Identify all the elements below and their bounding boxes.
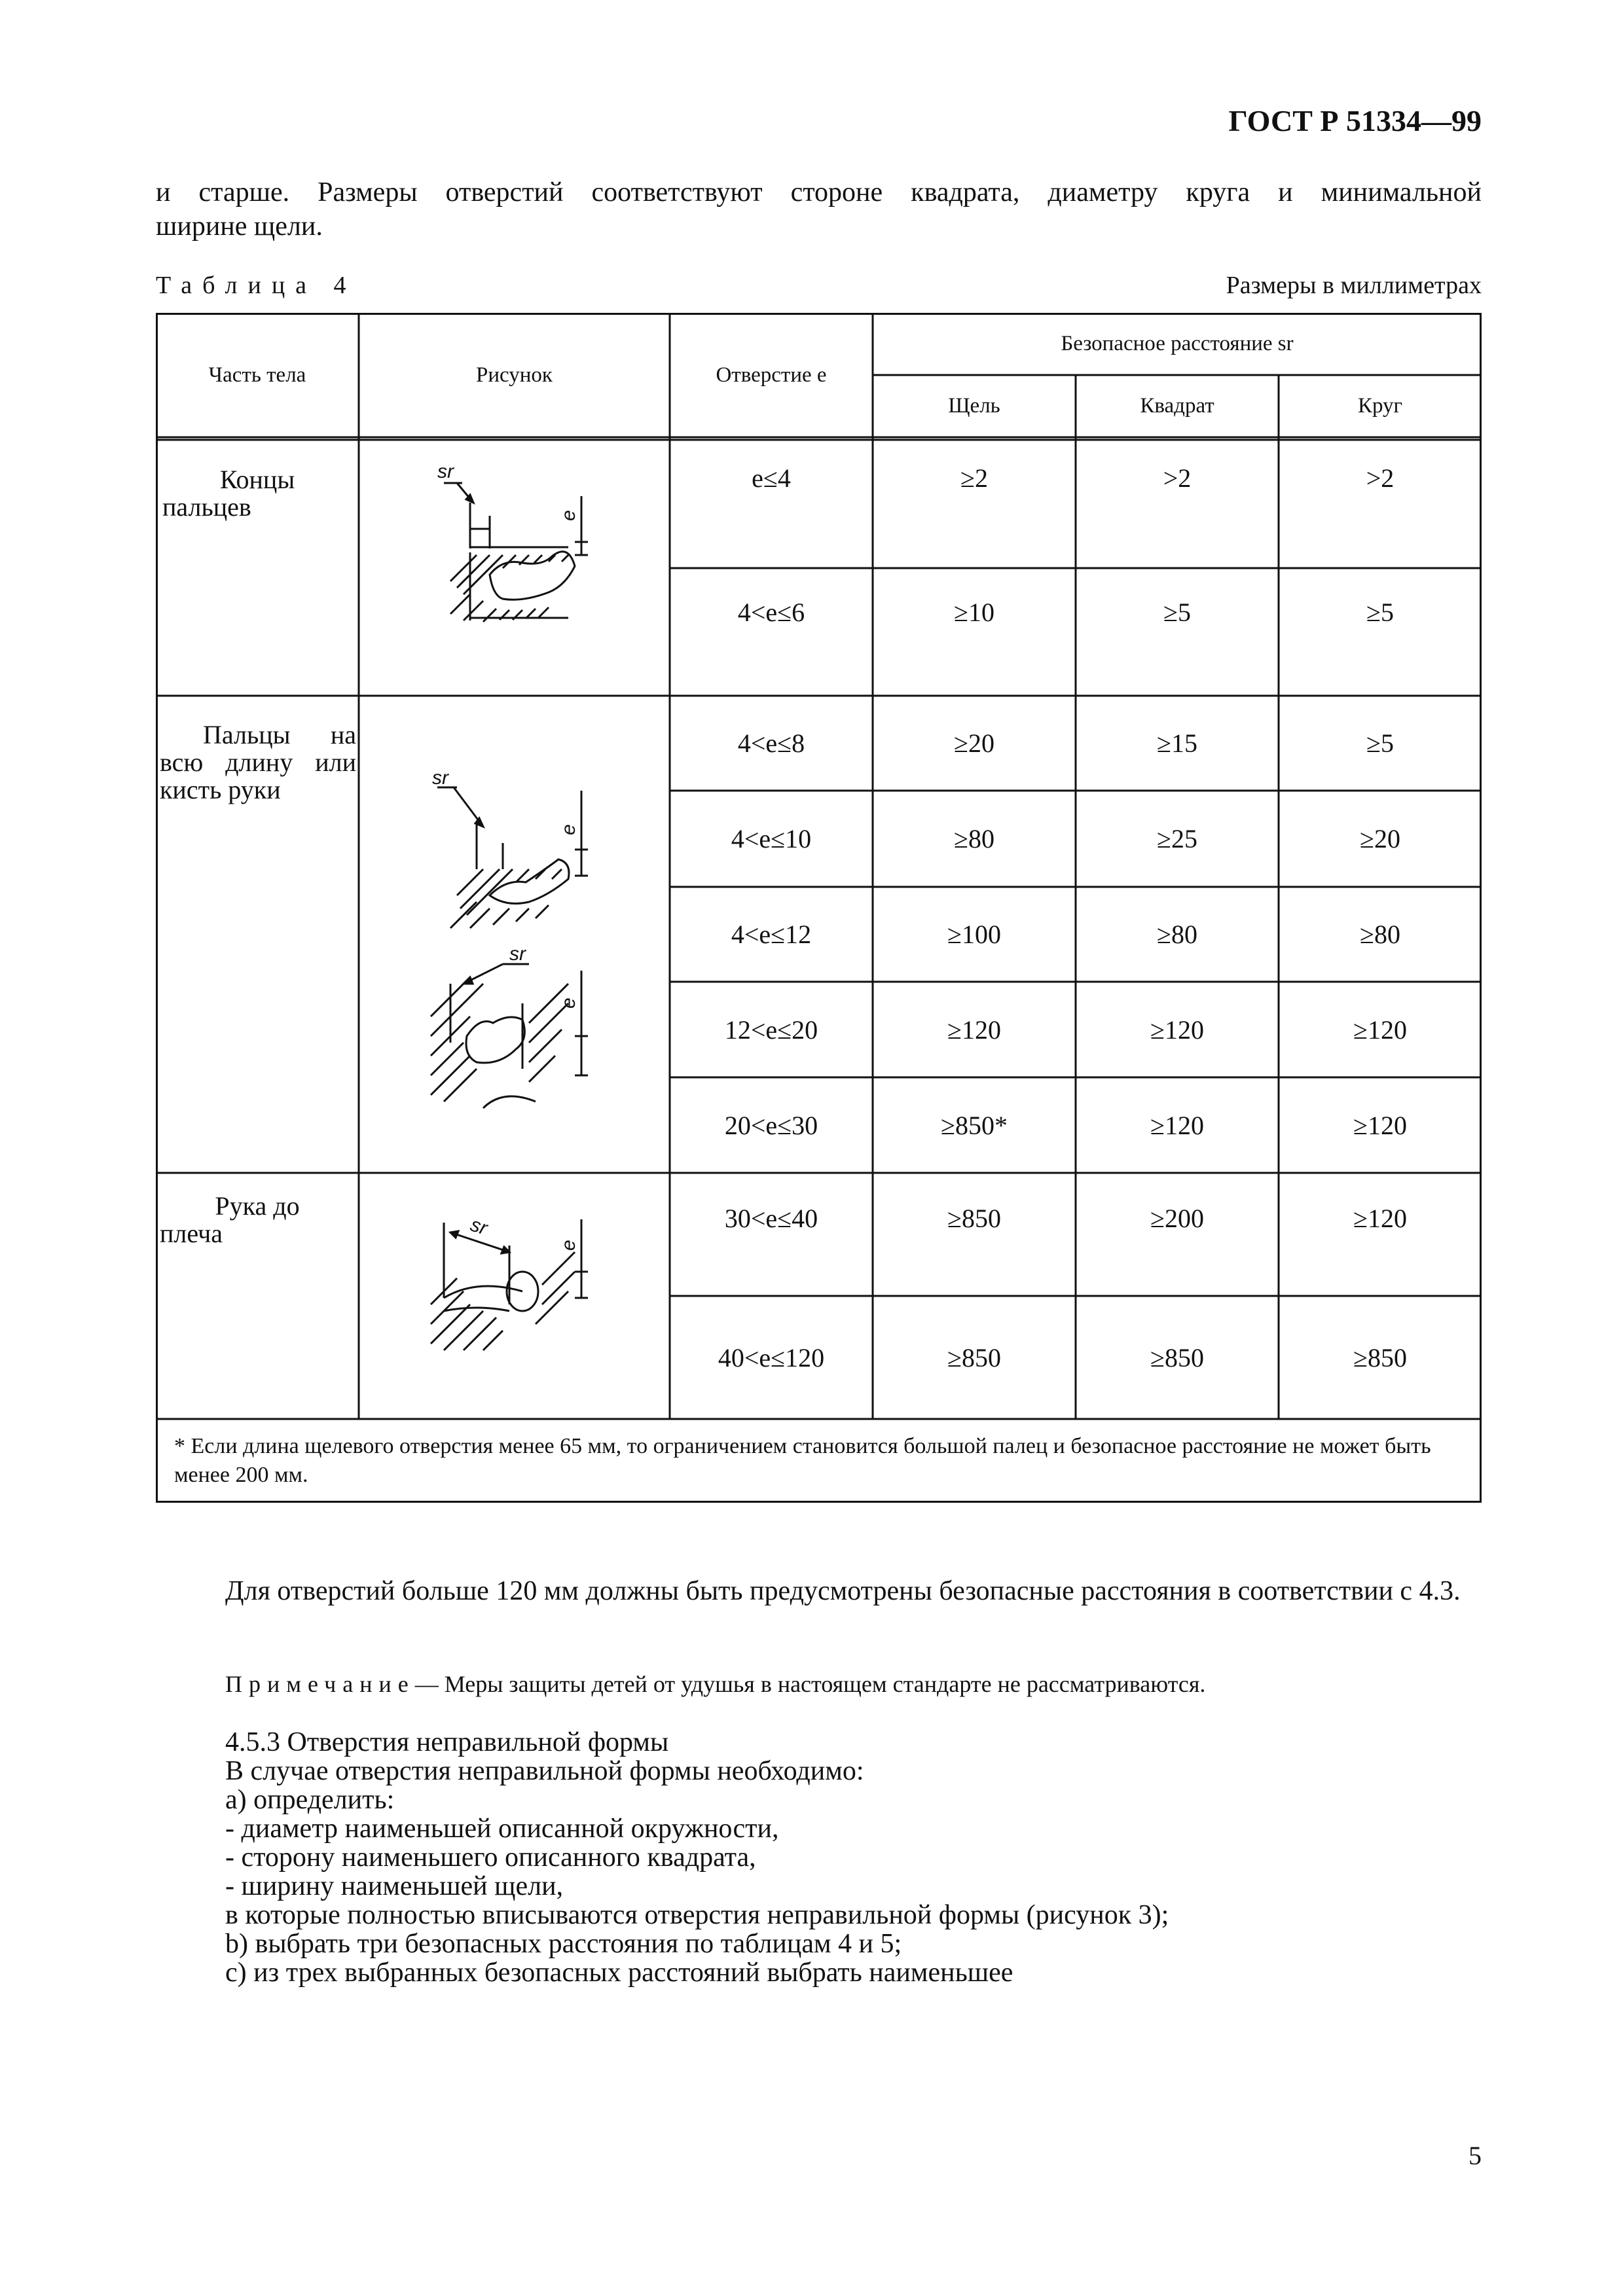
section-line: - ширину наименьшей щели, (225, 1871, 564, 1901)
circle-distance-cell: ≥850 (1353, 1342, 1407, 1372)
square-distance-cell: ≥80 (1157, 920, 1197, 949)
note-label: Примечание (225, 1671, 415, 1697)
section-line: - диаметр наименьшей описанной окружности, (225, 1814, 779, 1844)
slot-distance-cell: ≥80 (954, 824, 994, 853)
square-distance-cell: ≥120 (1150, 1110, 1204, 1140)
hand-figure (418, 944, 614, 1128)
circle-distance-cell: ≥20 (1360, 824, 1400, 853)
slot-distance-cell: ≥100 (947, 920, 1001, 949)
opening-cell: 12<e≤20 (724, 1014, 818, 1045)
table-units: Размеры в миллиметрах (1226, 272, 1482, 299)
header-safe-distance: Безопасное расстояние sr (1061, 332, 1294, 355)
circle-distance-cell: ≥5 (1366, 728, 1394, 758)
header-slot: Щель (948, 394, 1000, 418)
section-line: b) выбрать три безопасных расстояния по таблицам 4 и 5; (225, 1929, 902, 1959)
intro-paragraph (156, 175, 1482, 243)
opening-cell: 4<e≤10 (731, 824, 812, 853)
section-line: - сторону наименьшего описанного квадрата, (225, 1842, 756, 1873)
header-figure: Рисунок (476, 363, 553, 387)
paragraph-large-openings: Для отверстий больше 120 мм должны быть предусмотрены безопасные расстояния в соответствии с 4.3. (225, 1576, 1461, 1606)
fingertip-figure (418, 463, 614, 640)
document-code: ГОСТ Р 51334—99 (1228, 104, 1482, 137)
slot-distance-cell: ≥2 (960, 463, 988, 493)
body-part-line: кисть руки (160, 775, 281, 804)
opening-cell: e≤4 (752, 463, 791, 493)
slot-distance-cell: ≥850* (941, 1110, 1008, 1140)
section-line: c) из трех выбранных безопасных расстояний выбрать наименьшее (225, 1958, 1013, 1988)
arm-figure (418, 1206, 614, 1383)
body-part-line: Рука до (215, 1191, 300, 1221)
body-part-arm (156, 1193, 359, 1247)
header-opening: Отверстие e (716, 363, 827, 387)
figure-label-e: e (558, 997, 579, 1009)
circle-distance-cell: ≥120 (1353, 1110, 1407, 1140)
section-line: в которые полностью вписываются отверстия неправильной формы (рисунок 3); (225, 1900, 1169, 1930)
section-4-5-3 (225, 1728, 1169, 1987)
body-part-fingers-hand (156, 721, 359, 804)
square-distance-cell: ≥120 (1150, 1014, 1204, 1045)
opening-cell: 40<e≤120 (718, 1342, 825, 1372)
opening-cell: 20<e≤30 (724, 1110, 818, 1140)
figure-label-sr: sr (467, 1213, 490, 1240)
opening-cell: 4<e≤6 (737, 598, 805, 627)
square-distance-cell: ≥15 (1157, 728, 1197, 758)
body-part-line: Пальцы на (203, 720, 356, 749)
figure-label-e: e (558, 1240, 579, 1251)
header-circle: Круг (1357, 394, 1403, 418)
note-text: — Меры защиты детей от удушья в настоящем стандарте не рассматриваются. (414, 1671, 1206, 1697)
figure-label-sr: sr (432, 771, 448, 789)
body-part-line: Концы (219, 465, 295, 494)
body-part-fingertips (156, 466, 359, 521)
fingers-figure (418, 771, 614, 935)
section-line: а) определить: (225, 1785, 395, 1815)
square-distance-cell: ≥850 (1150, 1342, 1204, 1372)
header-square: Квадрат (1140, 394, 1214, 418)
opening-cell: 4<e≤12 (731, 920, 812, 949)
slot-distance-cell: ≥20 (954, 728, 994, 758)
body-part-line: плеча (160, 1219, 223, 1248)
section-line: В случае отверстия неправильной формы необходимо: (225, 1756, 864, 1786)
circle-distance-cell: >2 (1366, 463, 1395, 493)
page-number: 5 (1468, 2141, 1482, 2170)
circle-distance-cell: ≥120 (1353, 1203, 1407, 1233)
square-distance-cell: ≥200 (1150, 1203, 1204, 1233)
circle-distance-cell: ≥5 (1366, 598, 1394, 627)
square-distance-cell: ≥25 (1157, 824, 1197, 853)
circle-distance-cell: ≥120 (1353, 1014, 1407, 1045)
header-body-part: Часть тела (208, 363, 306, 387)
circle-distance-cell: ≥80 (1360, 920, 1400, 949)
square-distance-cell: ≥5 (1163, 598, 1191, 627)
intro-line-2: ширине щели. (156, 211, 323, 242)
slot-distance-cell: ≥10 (954, 598, 994, 627)
square-distance-cell: >2 (1163, 463, 1192, 493)
slot-distance-cell: ≥850 (947, 1342, 1001, 1372)
safety-distance-table (156, 313, 1482, 1503)
figure-label-sr: sr (437, 463, 454, 482)
section-title: 4.5.3 Отверстия неправильной формы (225, 1727, 669, 1757)
body-part-line: пальцев (162, 492, 251, 522)
table-footnote: * Если длина щелевого отверстия менее 65 мм, то ограничением становится большой палец и безопасное расстояние не может быть менее 200 мм. (174, 1434, 1431, 1487)
note (225, 1670, 1205, 1698)
opening-cell: 30<e≤40 (724, 1203, 818, 1233)
opening-cell: 4<e≤8 (737, 728, 805, 758)
body-part-line: всю длину или (160, 747, 356, 777)
figure-label-e: e (558, 510, 579, 521)
figure-label-e: e (558, 824, 579, 835)
slot-distance-cell: ≥850 (947, 1203, 1001, 1233)
slot-distance-cell: ≥120 (947, 1014, 1001, 1045)
figure-label-sr: sr (509, 944, 526, 965)
intro-line-1: и старше. Размеры отверстий соответствуют стороне квадрата, диаметру круга и минимальной (156, 177, 1482, 207)
table-caption: Таблица 4 (156, 272, 357, 299)
